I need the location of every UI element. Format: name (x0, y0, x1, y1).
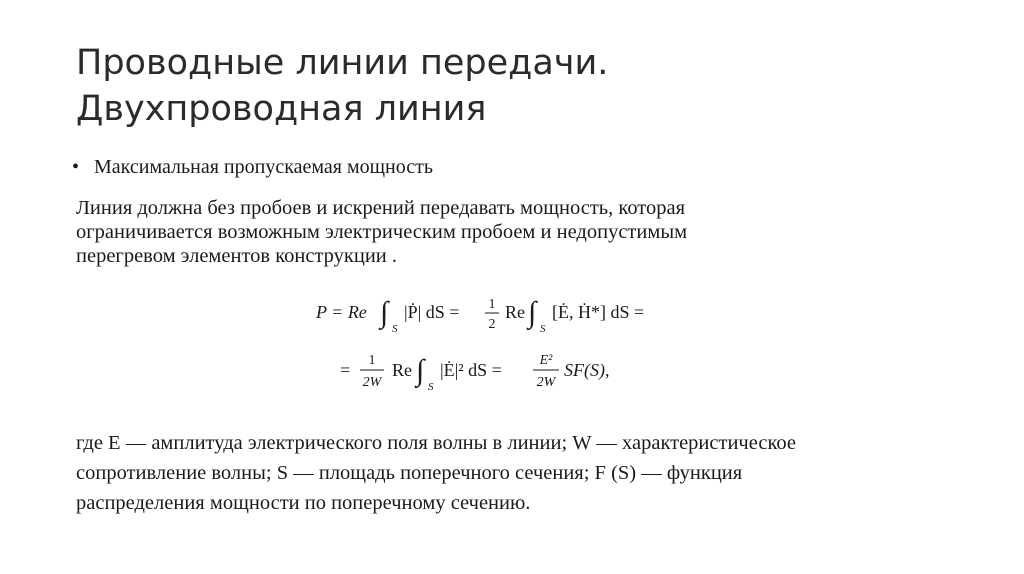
definitions-line-3: распределения мощности по поперечному сечению. (76, 492, 531, 514)
formula-row2-tail: SF(S), (564, 360, 610, 380)
paragraph-definitions (76, 428, 996, 518)
formula-row2-frac2-den: 2W (536, 375, 556, 390)
paragraph-line-2: ограничивается возможным электрическим пробоем и недопустимым (76, 221, 688, 243)
integral-sign-2: ∫ (528, 296, 537, 329)
definitions-line-2: сопротивление волны; S — площадь поперечного сечения; F (S) — функция (76, 462, 743, 484)
bullet-marker: • (72, 156, 80, 178)
bullet-item (72, 156, 433, 179)
formula-row1-frac-num: 1 (488, 297, 496, 312)
definitions-line-1: где E — амплитуда электрического поля волны в линии; W — характеристическое (76, 432, 796, 454)
formula-row1-lhs: P = Re (316, 302, 367, 322)
integral-sub-1: S (392, 323, 398, 335)
formula-row2-frac2-num: E² (539, 353, 553, 368)
bullet-text: Максимальная пропускаемая мощность (94, 156, 433, 178)
formula-row1-integrand1: |Ṗ| dS = (404, 302, 460, 322)
formula-row1-re2: Re (505, 302, 525, 322)
title-line-2: Двухпроводная линия (76, 89, 487, 129)
slide-title (76, 40, 956, 132)
integral-sign-3: ∫ (416, 354, 425, 387)
title-line-1: Проводные линии передачи. (76, 43, 609, 83)
formula-row2-frac1-num: 1 (368, 353, 376, 368)
paragraph-line-3: перегревом элементов конструкции . (76, 245, 398, 267)
formula-svg (300, 288, 680, 408)
paragraph-description (76, 196, 956, 268)
power-formula (300, 288, 680, 408)
formula-row1-frac-den: 2 (488, 317, 496, 332)
formula-row2-integrand: |Ė|² dS = (440, 360, 502, 380)
formula-row2-eq: = (340, 360, 351, 380)
formula-row1-integrand2: [Ė, Ḣ*] dS = (552, 302, 645, 322)
integral-sub-2: S (540, 323, 546, 335)
formula-row2-re: Re (392, 360, 412, 380)
paragraph-line-1: Линия должна без пробоев и искрений передавать мощность, которая (76, 197, 686, 219)
formula-row2-frac1-den: 2W (362, 375, 382, 390)
integral-sign-1: ∫ (380, 296, 389, 329)
integral-sub-3: S (428, 381, 434, 393)
